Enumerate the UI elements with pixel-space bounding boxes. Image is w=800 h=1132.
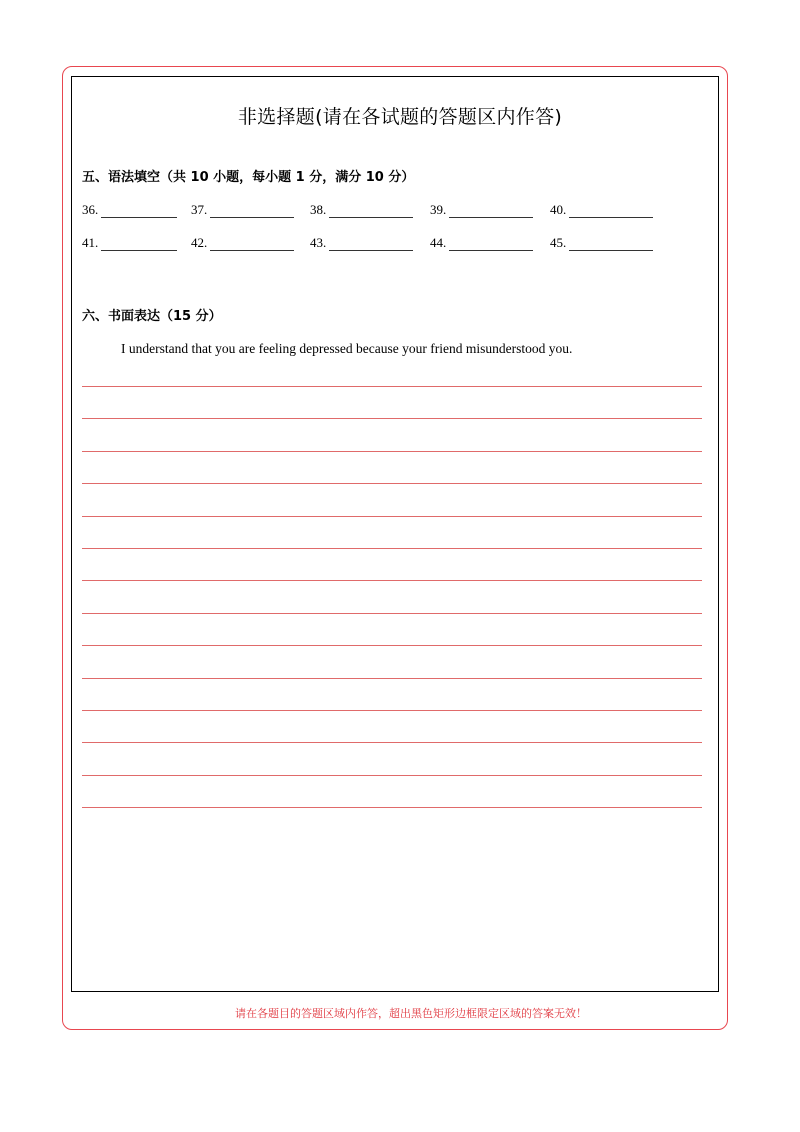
answer-line[interactable]: [101, 238, 177, 251]
answer-line[interactable]: [449, 238, 533, 251]
writing-line[interactable]: [82, 451, 702, 452]
blank-number: 38.: [310, 202, 327, 217]
answer-line[interactable]: [329, 205, 413, 218]
writing-prompt: I understand that you are feeling depressed because your friend misunderstood you.: [121, 341, 573, 356]
blank-43[interactable]: [310, 235, 413, 251]
writing-line[interactable]: [82, 386, 702, 387]
blank-40[interactable]: [550, 202, 653, 218]
writing-line[interactable]: [82, 418, 702, 419]
blank-number: 42.: [191, 235, 208, 250]
writing-line[interactable]: [82, 516, 702, 517]
writing-line[interactable]: [82, 483, 702, 484]
answer-line[interactable]: [210, 238, 294, 251]
writing-line[interactable]: [82, 548, 702, 549]
blank-number: 39.: [430, 202, 447, 217]
blank-number: 36.: [82, 202, 99, 217]
answer-line[interactable]: [101, 205, 177, 218]
section-six-heading: 六、书面表达（15 分）: [82, 309, 222, 324]
blank-37[interactable]: [191, 202, 294, 218]
page-title: 非选择题(请在各试题的答题区内作答): [237, 106, 563, 128]
answer-line[interactable]: [449, 205, 533, 218]
blank-number: 44.: [430, 235, 447, 250]
blank-number: 43.: [310, 235, 327, 250]
blank-number: 37.: [191, 202, 208, 217]
blank-42[interactable]: [191, 235, 294, 251]
writing-line[interactable]: [82, 613, 702, 614]
blank-45[interactable]: [550, 235, 653, 251]
answer-line[interactable]: [210, 205, 294, 218]
writing-line[interactable]: [82, 742, 702, 743]
section-five-heading: 五、语法填空（共 10 小题，每小题 1 分，满分 10 分）: [82, 170, 415, 185]
writing-line[interactable]: [82, 775, 702, 776]
blank-36[interactable]: [82, 202, 177, 218]
writing-line[interactable]: [82, 710, 702, 711]
answer-area-notice: 请在各题目的答题区域内作答，超出黑色矩形边框限定区域的答案无效！: [235, 1007, 587, 1020]
blank-number: 45.: [550, 235, 567, 250]
writing-line[interactable]: [82, 645, 702, 646]
answer-line[interactable]: [569, 205, 653, 218]
blank-44[interactable]: [430, 235, 533, 251]
writing-line[interactable]: [82, 807, 702, 808]
answer-line[interactable]: [329, 238, 413, 251]
writing-line[interactable]: [82, 678, 702, 679]
answer-line[interactable]: [569, 238, 653, 251]
blank-number: 41.: [82, 235, 99, 250]
blank-39[interactable]: [430, 202, 533, 218]
blank-41[interactable]: [82, 235, 177, 251]
writing-line[interactable]: [82, 580, 702, 581]
blank-38[interactable]: [310, 202, 413, 218]
blank-number: 40.: [550, 202, 567, 217]
